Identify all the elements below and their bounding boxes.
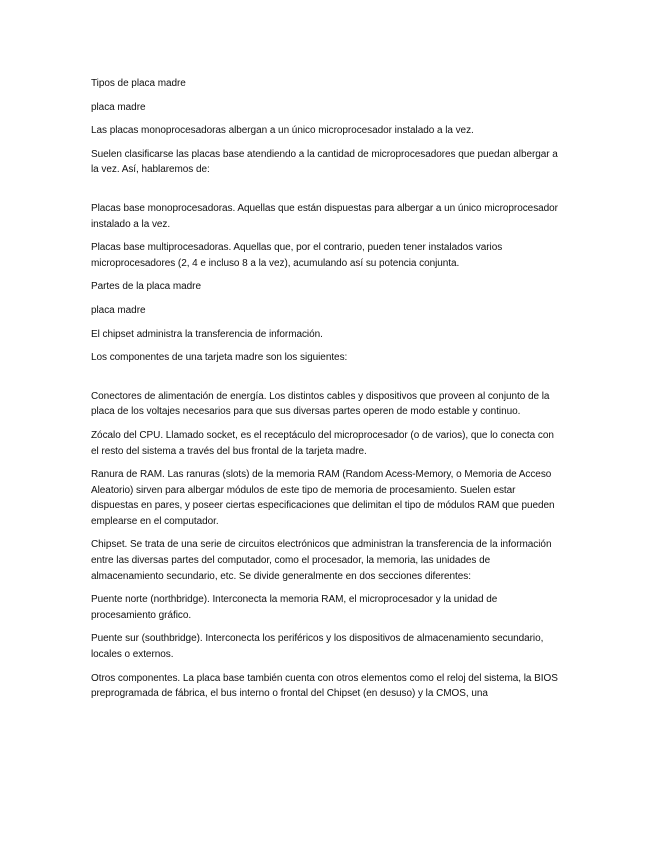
list-item: Placas base monoprocesadoras. Aquellas que están dispuestas para albergar a un único microprocesador instalado a la vez. <box>91 202 558 230</box>
list-item: Chipset. Se trata de una serie de circuitos electrónicos que administran la transferencia de la información entre las diversas partes del computador, como el procesador, la memoria, las unidades de almacenamiento secundario, etc. Se divide generalmente en dos secciones diferentes: <box>91 539 552 582</box>
list-item: Zócalo del CPU. Llamado socket, es el receptáculo del microprocesador (o de varios), que lo conecta con el resto del sistema a través del bus frontal de la tarjeta madre. <box>91 429 554 457</box>
list-item: Placas base multiprocesadoras. Aquellas que, por el contrario, pueden tener instalados varios microprocesadores (2, 4 e incluso 8 a la vez), acumulando así su potencia conjunta. <box>91 242 503 269</box>
spacer <box>91 186 561 201</box>
paragraph: Los componentes de una tarjeta madre son los siguientes: <box>91 352 348 364</box>
spacer <box>91 374 561 389</box>
image-caption-placa-madre: placa madre <box>91 304 146 316</box>
list-item: Conectores de alimentación de energía. Los distintos cables y dispositivos que proveen al conjunto de la placa de los voltajes necesarios para que sus diversas partes operen de modo estable y continuo. <box>91 390 550 418</box>
document-body <box>91 76 561 710</box>
list-item: Otros componentes. La placa base también cuenta con otros elementos como el reloj del sistema, la BIOS preprogramada de fábrica, el bus interno o frontal del Chipset (en desuso) y la CMOS, una <box>91 672 558 700</box>
list-item: Ranura de RAM. Las ranuras (slots) de la memoria RAM (Random Acess-Memory, o Memoria de Acceso Aleatorio) sirven para albergar módulos de este tipo de memoria de procesamiento. Suelen estar dispuestas en pares, y poseer ciertas especificaciones que delimitan el tipo de módulos RAM que pueden emplearse en el computador. <box>91 469 555 527</box>
image-caption-placa-madre: placa madre <box>91 101 146 113</box>
list-item: Puente norte (northbridge). Interconecta la memoria RAM, el microprocesador y la unidad de procesamiento gráfico. <box>91 594 498 621</box>
paragraph: Las placas monoprocesadoras albergan a un único microprocesador instalado a la vez. <box>91 125 474 137</box>
paragraph: El chipset administra la transferencia de información. <box>91 328 323 340</box>
heading-tipos-placa-madre: Tipos de placa madre <box>91 78 186 89</box>
heading-partes-placa-madre: Partes de la placa madre <box>91 281 201 293</box>
list-item: Puente sur (southbridge). Interconecta los periféricos y los dispositivos de almacenamiento secundario, locales o externos. <box>91 633 544 661</box>
paragraph: Suelen clasificarse las placas base atendiendo a la cantidad de microprocesadores que puedan albergar a la vez. Así, hablaremos de: <box>91 148 558 176</box>
